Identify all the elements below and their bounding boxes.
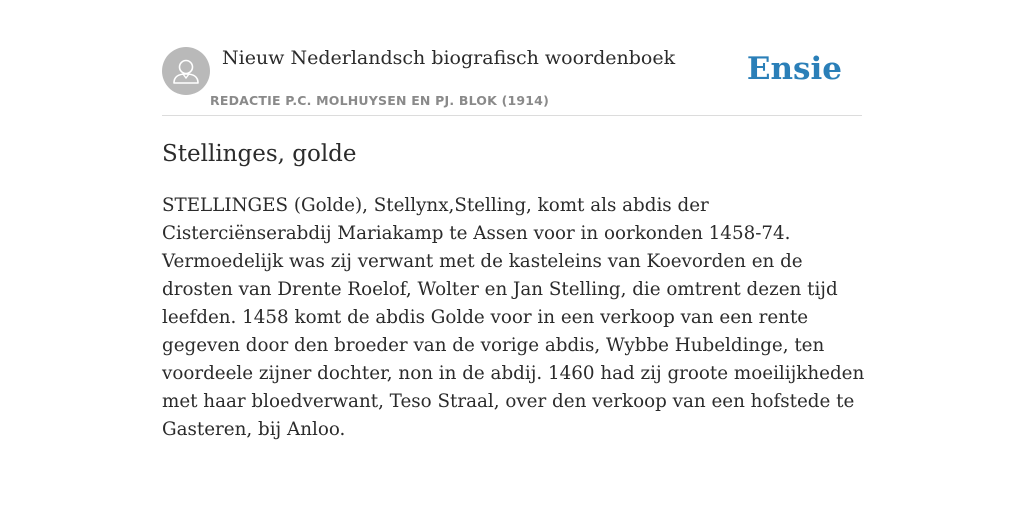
source-editors: REDACTIE P.C. MOLHUYSEN EN PJ. BLOK (1914) xyxy=(210,93,549,108)
source-header xyxy=(162,0,862,116)
entry-body: STELLINGES (Golde), Stellynx,Stelling, komt als abdis der Cisterciënserabdij Mariakamp te Assen voor in oorkonden 1458-74. Vermoedelijk was zij verwant met de kasteleins van Koevorden en de drosten van Drente Roelof, Wolter en Jan Stelling, die omtrent dezen tijd leefden. 1458 komt de abdis Golde voor in een verkoop van een rente gegeven door den broeder van de vorige abdis, Wybbe Hubeldinge, ten voordeele zijner dochter, non in de abdij. 1460 had zij groote moeilijkheden met haar bloedverwant, Teso Straal, over den verkoop van een hofstede te Gasteren, bij Anloo. xyxy=(162,195,865,440)
user-icon[interactable] xyxy=(162,47,210,95)
entry-card xyxy=(162,0,865,512)
ensie-logo[interactable]: Ensie xyxy=(746,51,842,87)
entry-title: Stellinges, golde xyxy=(162,141,357,167)
source-title[interactable]: Nieuw Nederlandsch biografisch woordenboek xyxy=(222,47,676,69)
